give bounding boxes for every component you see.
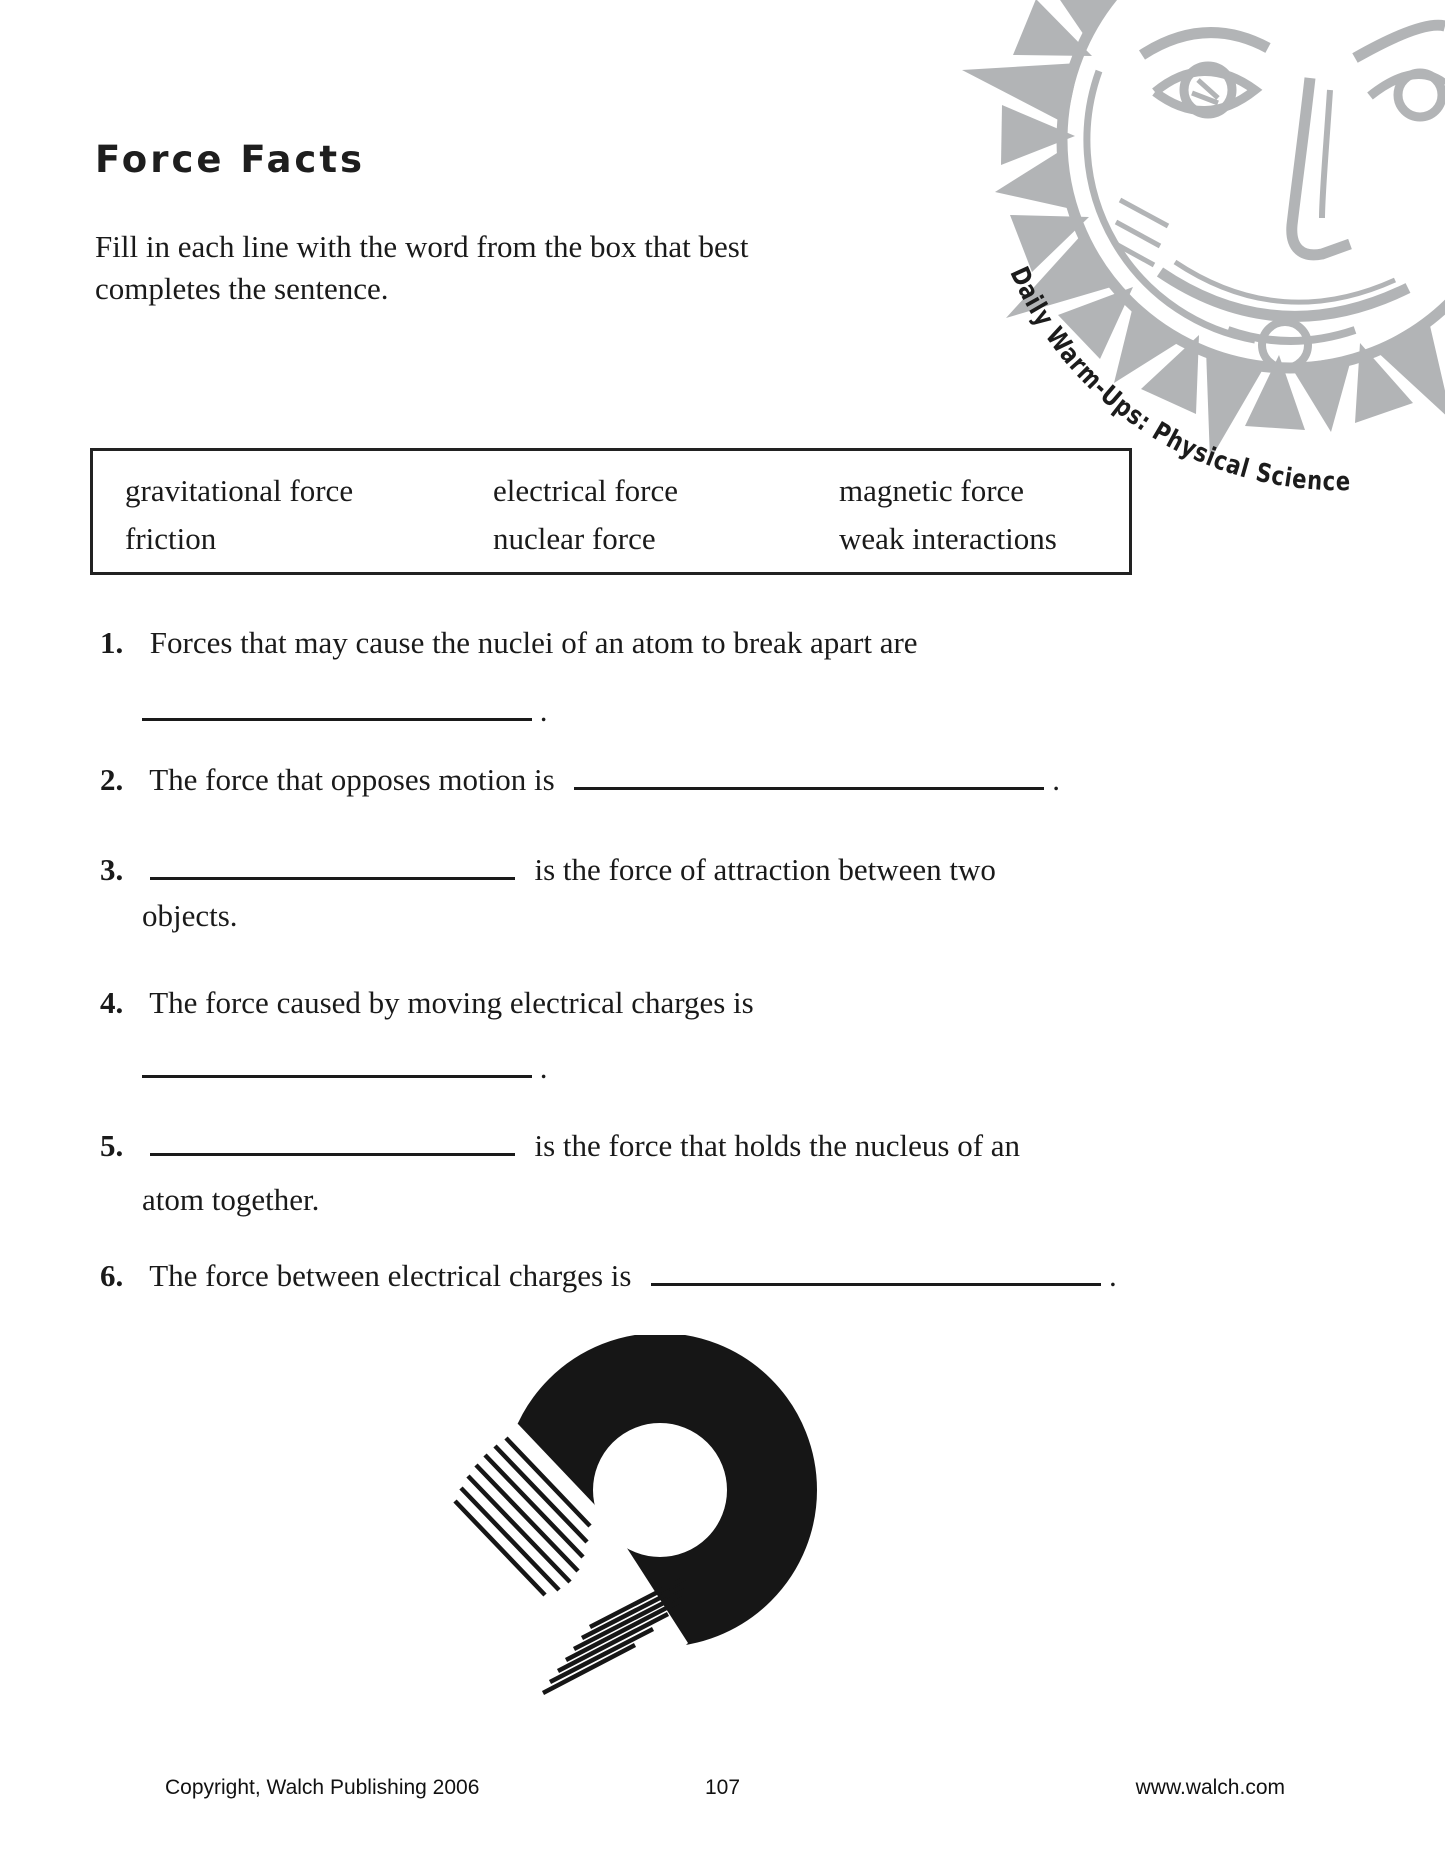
question-text: .	[1108, 1258, 1117, 1293]
word-bank-term: magnetic force	[839, 473, 1025, 508]
page-title: Force Facts	[95, 138, 366, 181]
word-bank-term: weak interactions	[839, 521, 1057, 556]
series-curved-text-path: Daily Warm-Ups: Physical Science	[1003, 262, 1355, 498]
footer-copyright: Copyright, Walch Publishing 2006	[165, 1776, 480, 1799]
left-eye	[1155, 71, 1255, 110]
answer-blank-2[interactable]	[574, 767, 1044, 790]
answer-blank-6[interactable]	[651, 1263, 1101, 1286]
horseshoe-magnet-icon	[440, 1335, 830, 1695]
question-text: is the force that holds the nucleus of an	[534, 1128, 1021, 1163]
question-text: objects.	[142, 898, 238, 933]
question-3	[100, 849, 996, 891]
nose-shade	[1322, 90, 1330, 218]
question-4-blank-row	[142, 1047, 548, 1089]
question-5-continuation	[142, 1179, 319, 1221]
question-text: .	[539, 693, 548, 728]
word-bank-row	[125, 521, 1119, 557]
question-number: 4.	[100, 985, 124, 1020]
answer-blank-3[interactable]	[150, 857, 515, 880]
question-text: The force that opposes motion is	[149, 762, 555, 797]
chin-knob	[1262, 322, 1308, 368]
woodcut-sun-icon	[830, 0, 1445, 520]
question-text: The force between electrical charges is	[149, 1258, 632, 1293]
instructions-line-1: Fill in each line with the word from the box that best	[95, 229, 749, 264]
question-text: is the force of attraction between two	[534, 852, 996, 887]
right-brow	[1355, 25, 1445, 58]
word-bank-term: electrical force	[493, 473, 678, 508]
question-number: 5.	[100, 1128, 124, 1163]
footer-page-number: 107	[704, 1776, 741, 1799]
word-bank-term: friction	[125, 521, 217, 556]
question-5	[100, 1125, 1020, 1167]
question-4	[100, 982, 754, 1024]
question-number: 3.	[100, 852, 124, 887]
question-number: 1.	[100, 625, 124, 660]
question-text: Forces that may cause the nuclei of an atom to break apart are	[149, 625, 918, 660]
answer-blank-4[interactable]	[142, 1055, 532, 1078]
word-bank-box	[90, 448, 1132, 575]
answer-blank-5[interactable]	[150, 1133, 515, 1156]
question-1-blank-row	[142, 690, 548, 732]
question-text: The force caused by moving electrical charges is	[149, 985, 754, 1020]
word-bank-term: nuclear force	[493, 521, 656, 556]
magnet-illustration	[440, 1335, 830, 1695]
question-number: 6.	[100, 1258, 124, 1293]
nose	[1292, 78, 1350, 255]
word-bank-term: gravitational force	[125, 473, 354, 508]
question-text: .	[1052, 762, 1060, 797]
word-bank-row	[125, 473, 1119, 509]
lower-lip	[1228, 330, 1355, 341]
question-2	[100, 759, 1060, 801]
instructions-line-2: completes the sentence.	[95, 271, 389, 306]
sun-illustration	[830, 0, 1445, 520]
question-3-continuation	[142, 895, 238, 937]
question-1	[100, 622, 918, 664]
right-iris	[1398, 73, 1442, 117]
mouth-smile	[1160, 272, 1408, 316]
footer-website: www.walch.com	[1135, 1776, 1285, 1799]
question-text: .	[539, 1050, 548, 1085]
question-text: atom together.	[142, 1182, 320, 1217]
answer-blank-1[interactable]	[142, 698, 532, 721]
left-pupil-lines	[1192, 80, 1218, 103]
left-brow	[1142, 33, 1268, 55]
question-number: 2.	[100, 762, 124, 797]
question-6	[100, 1255, 1117, 1297]
